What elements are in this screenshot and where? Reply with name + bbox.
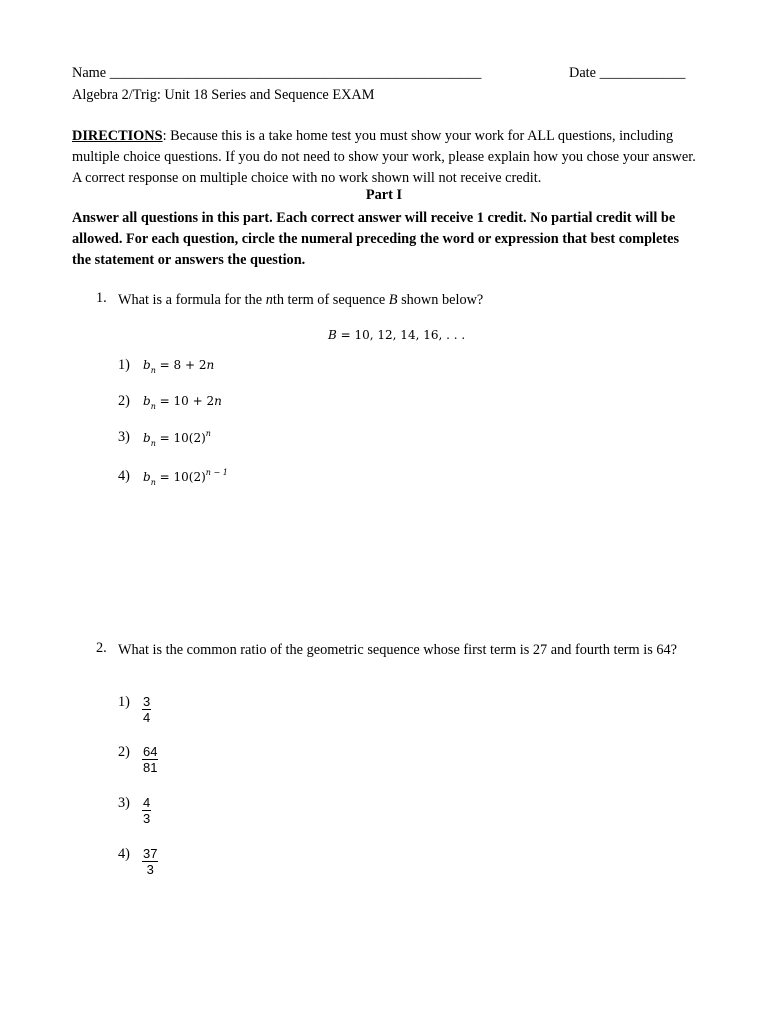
fraction-denominator: 4	[143, 710, 151, 725]
expr-sup: n	[205, 429, 211, 438]
directions-label: DIRECTIONS	[72, 128, 163, 144]
date-label: Date	[569, 65, 596, 81]
question-1-text-part: shown below?	[397, 292, 484, 308]
date-field	[569, 65, 685, 82]
part-instructions: Answer all questions in this part. Each correct answer will receive 1 credit. No partial credit will be allowed. For each question, circle the numeral preceding the word or expression that best completes the statement or answers the question.	[72, 210, 680, 268]
expr-rhs: = 8 + 2	[155, 358, 207, 372]
expr-sub: n	[150, 402, 156, 411]
expr-rhs: = 10 + 2	[155, 394, 215, 408]
question-1-text-part: What is a formula for the	[118, 292, 266, 308]
question-1-text	[118, 290, 483, 311]
q1-option-4-label[interactable]: 4)	[118, 468, 130, 484]
fraction-numerator: 64	[143, 744, 158, 759]
q1-option-1-expression	[143, 358, 215, 375]
expr-var: b	[143, 470, 151, 484]
fraction-denominator: 3	[143, 811, 151, 826]
sequence-terms: = 10, 12, 14, 16, . . .	[336, 328, 466, 342]
q1-option-3-expression	[143, 429, 211, 448]
q2-option-4-label[interactable]: 4)	[118, 846, 130, 862]
q1-option-1-label[interactable]: 1)	[118, 357, 130, 373]
directions-text: : Because this is a take home test you must show your work for ALL questions, including multiple choice questions. If you do not need to show your work, please explain how you chose your answer. A correct response on multiple choice with no work shown will not receive credit.	[72, 128, 696, 186]
q1-option-4-expression	[143, 468, 228, 487]
fraction-numerator: 37	[143, 846, 158, 861]
q2-option-2-fraction	[142, 744, 158, 775]
expr-sub: n	[150, 478, 156, 487]
fraction-denominator: 3	[146, 862, 154, 877]
directions	[72, 126, 698, 189]
q1-option-3-label[interactable]: 3)	[118, 429, 130, 445]
course-title: Algebra 2/Trig: Unit 18 Series and Sequence EXAM	[72, 87, 375, 103]
fraction-numerator: 3	[143, 694, 151, 709]
q2-option-3-fraction	[142, 795, 151, 826]
sequence-var: B	[328, 328, 337, 342]
fraction-denominator: 81	[143, 760, 158, 775]
expr-rhs-var: n	[214, 394, 222, 408]
expr-sub: n	[150, 366, 156, 375]
name-label: Name	[72, 65, 107, 81]
fraction-numerator: 4	[143, 795, 151, 810]
q2-option-1-label[interactable]: 1)	[118, 694, 130, 710]
question-1-text-part: th term of sequence	[272, 292, 389, 308]
expr-rhs-var: n	[206, 358, 215, 372]
q1-option-2-expression	[143, 394, 222, 411]
question-1-var-b: B	[388, 292, 398, 308]
question-1-var-n: n	[265, 292, 273, 308]
question-2-number: 2.	[96, 640, 107, 656]
expr-rhs: = 10(2)	[155, 431, 206, 445]
q1-option-2-label[interactable]: 2)	[118, 393, 130, 409]
question-1-number: 1.	[96, 290, 107, 306]
date-line: ____________	[599, 65, 686, 81]
expr-var: b	[143, 394, 151, 408]
expr-var: b	[143, 431, 151, 445]
expr-sup: n − 1	[205, 468, 228, 477]
q2-option-1-fraction	[142, 694, 151, 725]
q2-option-2-label[interactable]: 2)	[118, 744, 130, 760]
expr-var: b	[143, 358, 151, 372]
name-line: ____________________________________________________	[109, 65, 482, 81]
q2-option-4-fraction	[142, 846, 158, 877]
expr-rhs: = 10(2)	[155, 470, 206, 484]
question-2-text: What is the common ratio of the geometric sequence whose first term is 27 and fourth term is 64?	[118, 642, 678, 658]
expr-sub: n	[150, 439, 156, 448]
q2-option-3-label[interactable]: 3)	[118, 795, 130, 811]
name-field	[72, 65, 481, 82]
part-title: Part I	[365, 187, 403, 203]
sequence-expression	[328, 328, 465, 342]
